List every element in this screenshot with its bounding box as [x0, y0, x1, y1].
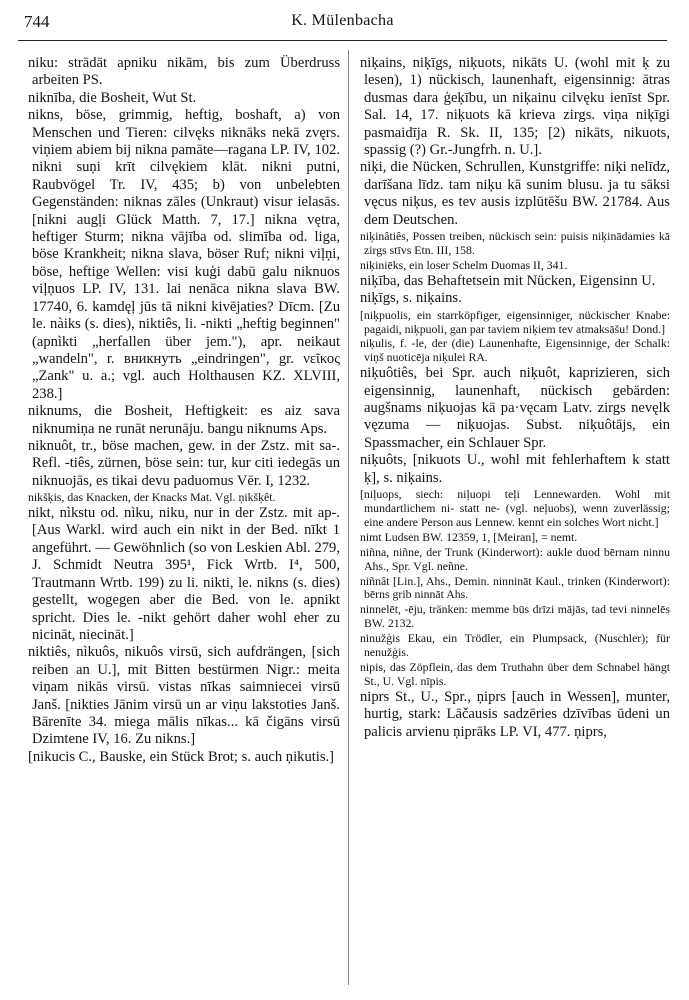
- dictionary-entry: niķīgs, s. niķains.: [360, 290, 462, 307]
- dictionary-entry: [nikucis C., Bauske, ein Stück Brot; s. auch ņikutis.]: [28, 748, 335, 765]
- page-header: [18, 10, 667, 34]
- running-title: K. Mülenbacha: [291, 12, 394, 29]
- dictionary-entry: niķinâtiês, Possen treiben, nückisch sein: puisis niķinādamies kā zirgs stīvs Etn. III, 158.: [360, 229, 670, 257]
- left-column: [28, 55, 340, 766]
- dictionary-entry: [niļuops, siech: niļuopi teļi Lennewarden. Wohl mit mundartlichem ni- statt ne- (vgl. neļuobs), wenn zuverlässig; eine andere Person aus Lennew. kennt ein solches Wort nicht.]: [360, 487, 670, 529]
- dictionary-entry: niķiniēks, ein loser Schelm Duomas II, 341.: [360, 257, 568, 272]
- dictionary-entry: niprs St., U., Spr., ņiprs [auch in Wessen], munter, hurtig, stark: Lāčausis sadzēries dzīvības ūdeni un palicis arvienu ņiprāks LP. VI, 477. ņiprs,: [360, 688, 670, 740]
- dictionary-entry: niñna, niñne, der Trunk (Kinderwort): aukle duod bērnam ninnu Ahs., Spr. Vgl. neñne.: [360, 544, 670, 573]
- dictionary-entry: niķuôtiês, bei Spr. auch niķuôt, kaprizieren, sich eigensinnig, launenhaft, nückisch gebärden: augšnams niķuojas kā pa·vęcam Latv. zirgs nevęlk vęzuma — niķuojas. Subst. niķuôtājs, ein Spassmacher, ein Schlauer Spr.: [360, 365, 670, 451]
- dictionary-entry: nikns, böse, grimmig, heftig, boshaft, a) von Menschen und Tieren: cilvęks niknāks nekā zvęrs. viņiem abiem bij nikna pamāte—ragana LP. IV, 102. nikni suņi krīt cilvękiem klāt. nikni putni, Raubvögel Tr. IV, 435; b) von unbelebten Gegenständen: niknas zāles (Unkraut) visur ielasās. [nikni augļi Glück Matth. 7, 17.] nikna vętra, heftiger Sturm; nikna vājība od. slimība od. liga, böse Krankheit; nikna slava, böser Ruf; nikni viļņi, böse, heftige Wellen: visi kuģi dabū galu niknuos viļņuos LP. IV, 131. lai nenāca nikna slava BW. 17740, 6. kamdęļ jūs tā nikni kivējaties? Dīcm. [Zu le. nàiks (s. dies), niktiês, li. -nikti „heftig beginnen" (apnìkti „herfallen über jem."), apr. neikaut „wandeln", r. вникнуть „eindringen", gr. νεῖκος „Zank" u. a.; vgl. auch Holthausen KZ. XLVIII, 238.]: [28, 107, 340, 402]
- dictionary-entry: niknuôt, tr., böse machen, gew. in der Zstz. mit sa-. Refl. -tiês, zürnen, böse sein: tur, kur citi iedegās un niknuojās, es tikai devu paduomus Vēr. I, 1232.: [28, 437, 340, 489]
- dictionary-entry: niku: strādāt apniku nikām, bis zum Überdruss arbeiten PS.: [28, 55, 340, 89]
- dictionary-entry: ninužģis Ekau, ein Trödler, ein Plumpsack, (Nuschler); für nenužģis.: [360, 631, 670, 660]
- dictionary-entry: nimt Ludsen BW. 12359, 1, [Meiran], = nemt.: [360, 529, 578, 544]
- right-column: [360, 55, 670, 741]
- dictionary-entry: niķains, niķīgs, niķuots, nikāts U. (wohl mit ķ zu lesen), 1) nückisch, launenhaft, eigensinnig: ātras dusmas dara ģeķību, un niķainu cilvęku ienīst Spr. Sal. 14, 17. niķuots kā krieva zirgs. viņa niķīgi pasmaidīja R. Sk. II, 135; [2) nikāts, nikuots, spassig (?) Gr.-Jungfrh. n. U.].: [360, 55, 670, 159]
- dictionary-entry: niknība, die Bosheit, Wut St.: [28, 89, 197, 106]
- dictionary-entry: ninnelēt, -ēju, tränken: memme būs drīzi mājās, tad tevi ninnelēs BW. 2132.: [360, 602, 670, 631]
- dictionary-entry: niķuôts, [nikuots U., wohl mit fehlerhaftem k statt ķ], s. niķains.: [360, 452, 670, 486]
- page-number: 744: [24, 12, 50, 31]
- dictionary-entry: [niķpuolis, ein starrköpfiger, eigensinniger, nückischer Knabe: pagaidi, niķpuoli, gan par taviem niķiem tev atmaksāšu! Dond.]: [360, 307, 670, 336]
- dictionary-entry: niñnât [Lin.], Ahs., Demin. ninnināt Kaul., trinken (Kinderwort): bērns grib ninnāt Ahs.: [360, 573, 670, 602]
- dictionary-entry: niķi, die Nücken, Schrullen, Kunstgriffe: niķi nelīdz, darīšana līdz. tam niķu kā sunim blusu. ja tu sāksi vęcus niķus, es tev ausis izplūtēšu BW. 21784. Aus dem Deutschen.: [360, 159, 670, 228]
- dictionary-entry: nipis, das Zöpflein, das dem Truthahn über dem Schnabel hängt St., U. Vgl. nīpis.: [360, 659, 670, 688]
- header-rule: [18, 40, 667, 41]
- dictionary-entry: nikt, nìkstu od. nìku, niku, nur in der Zstz. mit ap-. [Aus Warkl. wird auch ein nikt in der Bed. nīkt 1 angeführt. — Gewöhnlich (so von Leskien Abl. 279, J. Schmidt Neutra 395¹, Fick Wrtb. I⁴, 500, Trautmann Wrtb. 199) zu li. nikti, le. nikns (s. dies) gestellt, wogegen aber die Bed. von le. apnikt spricht. Dies le. -nikt gehört daher wohl eher zu nicināt, niecināt.]: [28, 505, 340, 643]
- dictionary-entry: niķulis, f. -le, der (die) Launenhafte, Eigensinnige, der Schalk: viņš nuoticēja niķulei RA.: [360, 336, 670, 365]
- dictionary-entry: nikšķis, das Knacken, der Knacks Mat. Vgl. ņikšķêt.: [28, 490, 276, 505]
- column-divider: [348, 50, 349, 985]
- dictionary-entry: niktiês, nìkuôs, nikuôs virsū, sich aufdrängen, [sich reiben an U.], mit Bitten bestürmen Nigr.: meita viņam nikās virsū. vistas nīkas saimniecei virsū Janš. [nikties Jānim virsū un ar viņu lakstoties Janš. Bārenīte 34. miega mālis nīkas... kā čigāns virsū Dzimtene IV, 16. Zu nikns.]: [28, 644, 340, 748]
- dictionary-entry: niķība, das Behaftetsein mit Nücken, Eigensinn U.: [360, 272, 656, 289]
- dictionary-entry: niknums, die Bosheit, Heftigkeit: es aiz sava niknumiņa ne runāt nerunāju. bangu niknums Aps.: [28, 403, 340, 437]
